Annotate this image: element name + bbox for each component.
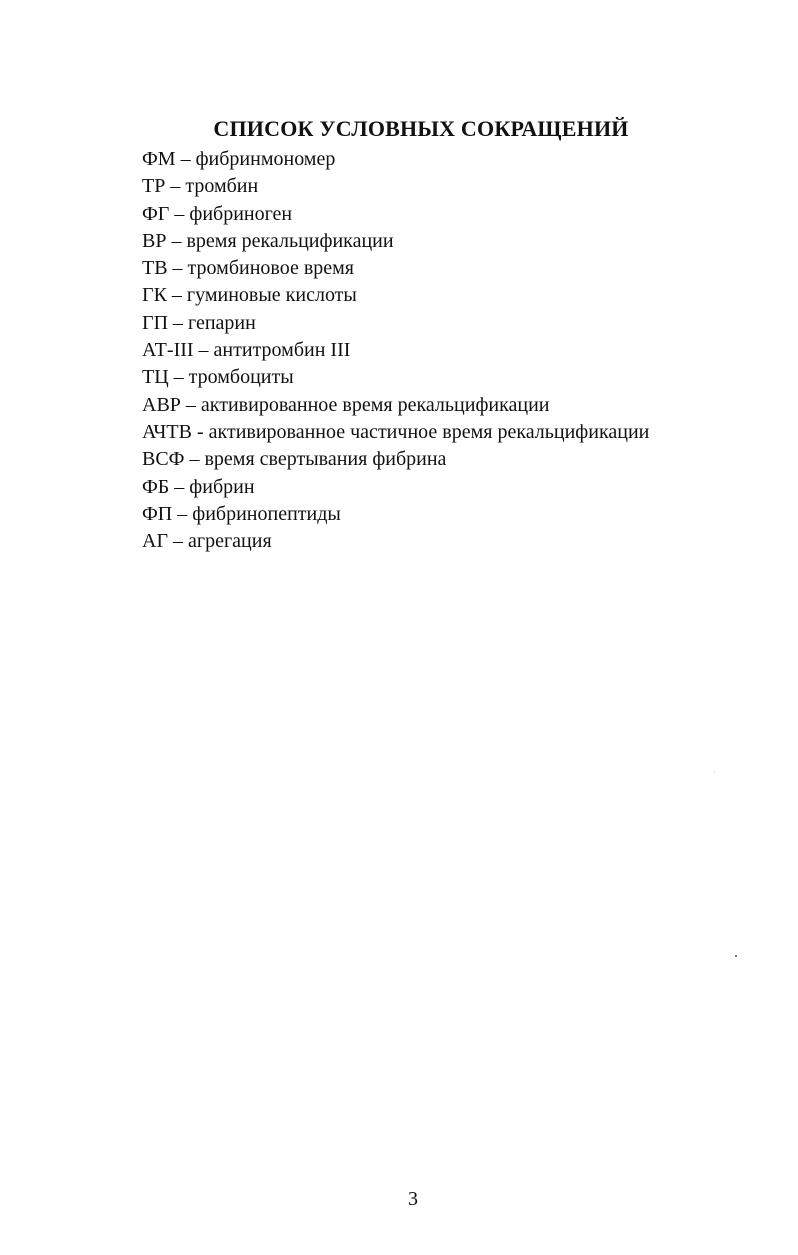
list-item: АЧТВ - активированное частичное время рекальцификации xyxy=(142,420,650,443)
scan-speck xyxy=(735,955,737,957)
page-title: СПИСОК УСЛОВНЫХ СОКРАЩЕНИЙ xyxy=(213,116,629,141)
list-item: АГ – агрегация xyxy=(142,530,272,553)
list-item: ФМ – фибринмономер xyxy=(142,148,336,170)
list-item: ВСФ – время свертывания фибрина xyxy=(142,448,447,471)
scan-speck xyxy=(714,771,715,772)
list-item: ТВ – тромбиновое время xyxy=(142,257,355,280)
abbreviations-list xyxy=(142,146,649,555)
list-item: ГК – гуминовые кислоты xyxy=(142,284,357,307)
list-item: ВР – время рекальцификации xyxy=(142,229,394,252)
list-item: ФП – фибринопептиды xyxy=(142,502,341,525)
list-item: АВР – активированное время рекальцификации xyxy=(142,393,550,416)
list-item: ТР – тромбин xyxy=(142,175,259,198)
list-item: ГП – гепарин xyxy=(142,311,256,334)
list-item: ФБ – фибрин xyxy=(142,475,255,498)
list-item: АТ-III – антитромбин III xyxy=(142,339,351,362)
list-item: ФГ – фибриноген xyxy=(142,202,293,225)
page-number: 3 xyxy=(408,1188,418,1210)
list-item: ТЦ – тромбоциты xyxy=(142,366,294,389)
